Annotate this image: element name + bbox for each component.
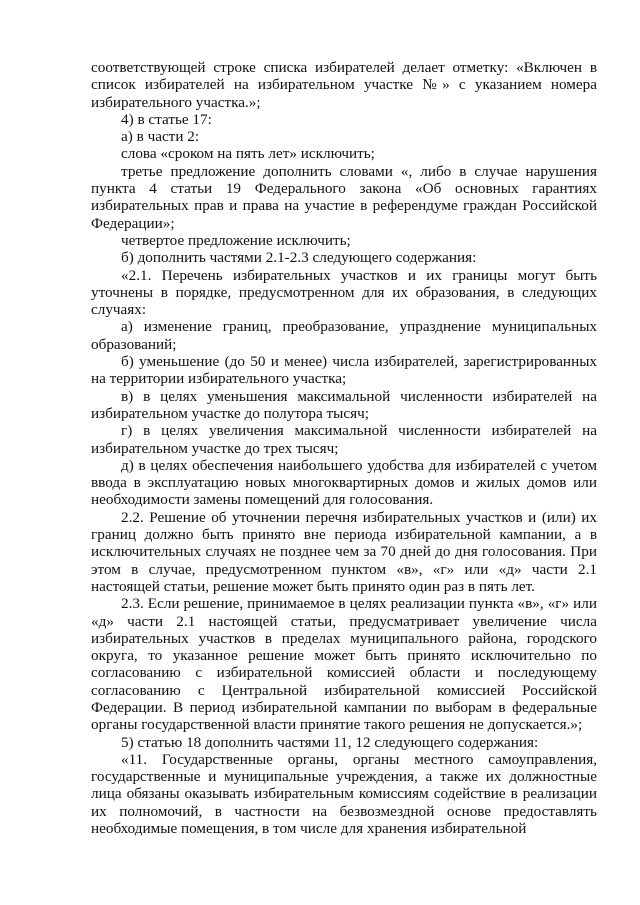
paragraph-clause-2-2: 2.2. Решение об уточнении перечня избирательных участков и (или) их границ должно быть принято вне периода избирательной кампании, а в исключительных случаях не позднее чем за 70 дней до дня голосования. При этом в случае, предусмотренном пунктом «в», «г» или «д» части 2.1 настоящей статьи, решение может быть принято один раз в пять лет. bbox=[91, 508, 597, 595]
paragraph: четвертое предложение исключить; bbox=[121, 231, 351, 249]
paragraph-item-5: 5) статью 18 дополнить частями 11, 12 следующего содержания: bbox=[121, 733, 539, 751]
paragraph-clause-2-3: 2.3. Если решение, принимаемое в целях реализации пункта «в», «г» или «д» части 2.1 настоящей статьи, предусматривает увеличение числа избирательных участков в пределах муниципального района, городского округа, то указанное решение может быть принято исключительно по согласованию с избирательной комиссией области и последующему согласованию с Центральной избирательной комиссией Российской Федерации. В период избирательной кампании по выборам в федеральные органы государственной власти принятие такого решения не допускается.»; bbox=[91, 595, 597, 734]
paragraph-clause-11: «11. Государственные органы, органы местного самоуправления, государственные и муниципальные учреждения, а также их должностные лица обязаны оказывать избирательным комиссиям содействие в реализации их полномочий, в частности на безвозмездной основе предоставлять необходимые помещения, в том числе для хранения избирательной bbox=[91, 750, 597, 838]
paragraph-subitem-a: а) в части 2: bbox=[121, 128, 200, 146]
paragraph-list-item: д) в целях обеспечения наибольшего удобства для избирателей с учетом ввода в эксплуатацию новых многоквартирных домов и жилых домов или необходимости замены помещений для голосования. bbox=[91, 456, 597, 509]
paragraph-subitem-b: б) дополнить частями 2.1-2.3 следующего содержания: bbox=[121, 249, 477, 267]
paragraph-list-item: б) уменьшение (до 50 и менее) числа избирателей, зарегистрированных на территории избирательного участка; bbox=[91, 353, 597, 388]
paragraph-list-item: в) в целях уменьшения максимальной численности избирателей на избирательном участке до полутора тысяч; bbox=[91, 387, 597, 422]
paragraph-item-4: 4) в статье 17: bbox=[121, 110, 212, 128]
document-page bbox=[91, 59, 597, 837]
paragraph-clause-2-1: «2.1. Перечень избирательных участков и их границы могут быть уточнены в порядке, предусмотренном для их образования, в следующих случаях: bbox=[91, 266, 597, 319]
paragraph: слова «сроком на пять лет» исключить; bbox=[121, 145, 375, 163]
paragraph-continued: соответствующей строке списка избирателей делает отметку: «Включен в список избирателей на избирательном участке №» с указанием номера избирательного участка.»; bbox=[91, 59, 597, 111]
paragraph-list-item: г) в целях увеличения максимальной численности избирателей на избирательном участке до трех тысяч; bbox=[91, 422, 597, 457]
paragraph-list-item: а) изменение границ, преобразование, упразднение муниципальных образований; bbox=[91, 318, 597, 353]
paragraph: третье предложение дополнить словами «, либо в случае нарушения пункта 4 статьи 19 Федерального закона «Об основных гарантиях избирательных прав и права на участие в референдуме граждан Российской Федерации»; bbox=[91, 162, 597, 232]
